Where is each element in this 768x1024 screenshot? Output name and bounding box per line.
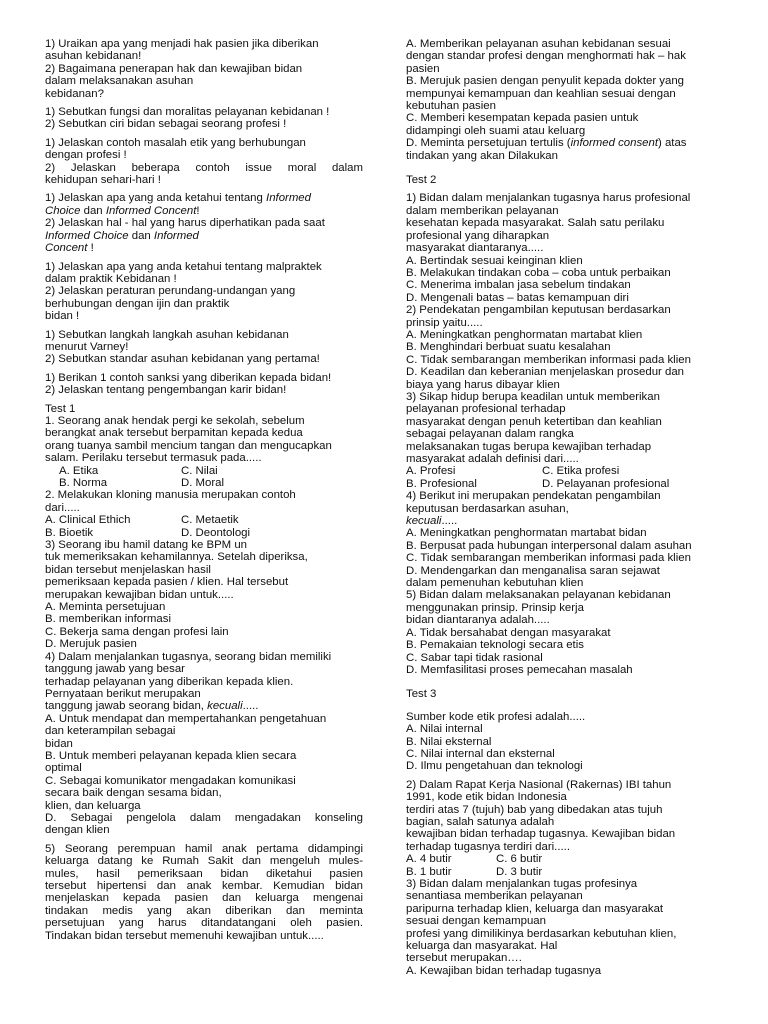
text-line: asuhan kebidanan!	[45, 50, 142, 63]
question-4	[45, 651, 363, 837]
option: B. Berpusat pada hubungan interpersonal dalam asuhan	[406, 539, 692, 552]
text-line: terhadap tugasnya terdiri dari.....	[406, 840, 570, 853]
essay-block-1	[45, 38, 363, 100]
text-line: bidan tersebut menjelaskan hasil	[45, 563, 211, 576]
option: D. Ilmu pengetahuan dan teknologi	[406, 760, 583, 773]
option: C. 6 butir	[496, 853, 543, 866]
text-line: sebagai pelayanan dalam rangka	[406, 428, 574, 441]
option: B. 1 butir	[406, 865, 452, 878]
option: C. Memberi kesempatan kepada pasien untuk	[406, 112, 639, 125]
text-line: tersebut hipertensi dan anak kembar. Kemudian bidan	[45, 880, 363, 892]
text-line: 1) Berikan 1 contoh sanksi yang diberikan kepada bidan!	[45, 371, 332, 384]
option: dan keterampilan sebagai	[45, 725, 176, 738]
option: C. Bekerja sama dengan profesi lain	[45, 625, 229, 638]
option: B. Menghindari berbuat suatu kesalahan	[406, 341, 611, 354]
text-line: tersebut merupakan….	[406, 952, 522, 965]
text-line: menggunakan prinsip. Prinsip kerja	[406, 601, 584, 614]
option: klien, dan keluarga	[45, 799, 141, 812]
text-line: 2) Sebutkan ciri bidan sebagai seorang profesi !	[45, 118, 287, 131]
option: A. Etika	[59, 464, 99, 477]
option-row	[406, 853, 726, 865]
essay-block-5	[45, 261, 363, 323]
question-3	[45, 539, 363, 651]
option: A. Bertindak sesuai keinginan klien	[406, 254, 583, 267]
essay-block-3	[45, 137, 363, 187]
text-line: keluarga dan masyarakat. Hal	[406, 940, 558, 953]
option: D. 3 butir	[496, 865, 543, 878]
text-line: Choice dan Informed Concent!	[45, 204, 200, 217]
option: C. Menerima imbalan jasa sebelum tindakan	[406, 279, 631, 292]
question-5	[45, 843, 363, 942]
text-line: profesi yang dimilikinya berdasarkan kebutuhan klien,	[406, 927, 677, 940]
text-line: kesehatan kepada masyarakat. Salah satu perilaku	[406, 217, 665, 230]
text-line: pelayanan profesional terhadap	[406, 403, 566, 416]
text-line: pemeriksaan kepada pasien / klien. Hal tersebut	[45, 576, 289, 589]
text-line: masyarakat diantaranya.....	[406, 242, 544, 255]
option: A. Meningkatkan penghormatan martabat bidan	[406, 527, 647, 540]
option: D. Deontologi	[181, 526, 251, 539]
option: A. Clinical Ethich	[45, 514, 131, 527]
text-line: 1) Jelaskan apa yang anda ketahui tentang malpraktek	[45, 260, 322, 273]
text-line: 1) Sebutkan fungsi dan moralitas pelayanan kebidanan !	[45, 106, 330, 119]
text-line: Sumber kode etik profesi adalah.....	[406, 710, 586, 723]
question-1	[45, 415, 363, 489]
test-1-heading: Test 1	[45, 402, 76, 415]
text-line: 2. Melakukan kloning manusia merupakan contoh	[45, 489, 296, 502]
option: A. Memberikan pelayanan asuhan kebidanan sesuai	[406, 38, 671, 50]
text-line: kecuali.....	[406, 515, 458, 528]
text-line: dari.....	[45, 501, 80, 514]
text-line: 3) Sikap hidup berupa keadilan untuk memberikan	[406, 390, 660, 403]
text-line: 2) Sebutkan standar asuhan kebidanan yang pertama!	[45, 353, 320, 366]
text-line: tanggung jawab yang besar	[45, 663, 185, 676]
text-line: dengan profesi !	[45, 149, 127, 162]
text-line: mules, hasil pemeriksaan bidan diketahui pasien	[45, 867, 363, 880]
text-line: kewajiban bidan terhadap tugasnya. Kewajiban bidan	[406, 828, 676, 841]
text-line: kebidanan?	[45, 87, 104, 100]
option: dengan klien	[45, 824, 110, 837]
text-line: tanggung jawab seorang bidan, kecuali.....	[45, 700, 259, 713]
option: dalam pemenuhan kebutuhan klien	[406, 577, 584, 590]
option: A. Tidak bersahabat dengan masyarakat	[406, 626, 611, 639]
option: B. Merujuk pasien dengan penyulit kepada dokter yang	[406, 75, 684, 88]
text-line: 2) Bagaimana penerapan hak dan kewajiban bidan	[45, 62, 303, 75]
text-line: Pernyataan berikut merupakan	[45, 687, 201, 700]
option: B. memberikan informasi	[45, 613, 171, 626]
option: dengan standar profesi dengan menghormati hak – hak	[406, 50, 686, 63]
option: C. Tidak sembarangan memberikan informasi pada klien	[406, 353, 691, 366]
option: C. Sabar tapi tidak rasional	[406, 651, 543, 664]
option: A. Untuk mendapat dan mempertahankan pengetahuan	[45, 712, 327, 725]
option: B. Profesional	[406, 477, 477, 490]
text-line: 2) Jelaskan beberapa contoh issue moral dalam	[45, 161, 363, 174]
test-2-question-3	[406, 391, 726, 490]
option: optimal	[45, 762, 82, 775]
text-line: Informed Choice dan Informed	[45, 229, 199, 242]
option: C. Tidak sembarangan memberikan informasi pada klien	[406, 552, 691, 565]
option: D. Meminta persetujuan tertulis (informed consent) atas	[406, 137, 687, 150]
text-line: prinsip yaitu.....	[406, 316, 483, 329]
option: tindakan yang akan Dilakukan	[406, 149, 558, 162]
text-line: 3) Seorang ibu hamil datang ke BPM un	[45, 539, 247, 552]
option: biaya yang harus dibayar klien	[406, 378, 560, 391]
option: D. Keadilan dan keberanian menjelaskan prosedur dan	[406, 366, 684, 379]
text-line: masyarakat dengan penuh ketertiban dan keahlian	[406, 415, 662, 428]
option: C. Sebagai komunikator mengadakan komunikasi	[45, 774, 296, 787]
test-2-question-2	[406, 304, 726, 391]
option: A. Kewajiban bidan terhadap tugasnya	[406, 964, 602, 977]
option: pasien	[406, 62, 440, 75]
text-line: 1) Sebutkan langkah langkah asuhan kebidanan	[45, 328, 289, 341]
text-line: bagian, salah satunya adalah	[406, 815, 555, 828]
option: secara baik dengan sesama bidan,	[45, 787, 222, 800]
option: C. Nilai	[181, 464, 218, 477]
option-row	[406, 478, 726, 490]
text-line: melaksanakan tugas berupa kewajiban terhadap	[406, 440, 652, 453]
option: B. Nilai eksternal	[406, 735, 492, 748]
option: D. Moral	[181, 477, 225, 489]
text-line: 4) Berikut ini merupakan pendekatan pengambilan	[406, 490, 661, 503]
text-line: merupakan kewajiban bidan untuk.....	[45, 588, 234, 601]
text-line: keluarga datang ke Rumah Sakit dan mengeluh mules-	[45, 855, 363, 868]
text-line: 1) Jelaskan contoh masalah etik yang berhubungan	[45, 136, 306, 149]
essay-block-2	[45, 106, 363, 131]
text-line: 1991, kode etik bidan Indonesia	[406, 791, 567, 804]
text-line: 2) Jelaskan peraturan perundang-undangan yang	[45, 285, 296, 298]
option-row	[45, 465, 363, 477]
option-row	[45, 514, 363, 526]
text-line: persetujuan yang harus ditandatangani oleh pasien.	[45, 917, 363, 930]
text-line: berangkat anak tersebut berpamitan kepada kedua	[45, 427, 303, 440]
option: mempunyai kemampuan dan keahlian sesuai dengan	[406, 87, 676, 100]
option-row	[45, 527, 363, 539]
option-row	[406, 465, 726, 477]
text-line: 5) Bidan dalam melaksanakan pelayanan kebidanan	[406, 589, 671, 602]
option: D. Mendengarkan dan menganalisa saran sejawat	[406, 564, 660, 577]
text-line: bidan diantaranya adalah.....	[406, 614, 550, 627]
left-column	[45, 38, 363, 942]
essay-block-7	[45, 372, 363, 397]
test-3-question-3	[406, 878, 726, 977]
option: A. Profesi	[406, 465, 456, 478]
test-3-question-1	[406, 711, 726, 773]
text-line: dalam melaksanakan asuhan	[45, 75, 194, 88]
option: C. Etika profesi	[542, 465, 620, 478]
text-line: Concent !	[45, 242, 94, 255]
text-line: kehidupan sehari-hari !	[45, 174, 161, 187]
option: didampingi oleh suami atau keluarg	[406, 124, 586, 137]
text-line: 2) Jelaskan tentang pengembangan karir bidan!	[45, 384, 287, 397]
text-line: orang tuanya sambil mencium tangan dan mengucapkan	[45, 439, 332, 452]
option: B. Pemakaian teknologi secara etis	[406, 639, 584, 652]
text-line: 3) Bidan dalam menjalankan tugas profesinya	[406, 878, 638, 890]
text-line: paripurna terhadap klien, keluarga dan masyarakat	[406, 902, 664, 915]
option: D. Merujuk pasien	[45, 638, 137, 651]
text-line: berhubungan dengan ijin dan praktik	[45, 297, 230, 310]
option: bidan	[45, 737, 73, 750]
text-line: 5) Seorang perempuan hamil anak pertama didampingi	[45, 842, 363, 855]
text-line: terdiri atas 7 (tujuh) bab yang dibedakan atas tujuh	[406, 803, 663, 816]
text-line: 1) Bidan dalam menjalankan tugasnya harus profesional	[406, 192, 691, 205]
option: A. Nilai internal	[406, 723, 483, 736]
option-row	[406, 866, 726, 878]
text-line: dalam praktik Kebidanan !	[45, 272, 177, 285]
option: D. Mengenali batas – batas kemampuan diri	[406, 291, 629, 304]
test-2-question-4	[406, 490, 726, 589]
option: A. Meningkatkan penghormatan martabat klien	[406, 328, 643, 341]
text-line: 1) Jelaskan apa yang anda ketahui tentang Informed	[45, 192, 311, 205]
text-line: 1) Uraikan apa yang menjadi hak pasien jika diberikan	[45, 38, 319, 50]
right-column	[406, 38, 726, 977]
essay-block-4	[45, 192, 363, 254]
test-2-question-1	[406, 192, 726, 304]
text-line: 2) Dalam Rapat Kerja Nasional (Rakernas) IBI tahun	[406, 778, 672, 791]
text-line: salam. Perilaku tersebut termasuk pada.....	[45, 452, 262, 465]
text-line: Tindakan bidan tersebut memenuhi kewajiban untuk.....	[45, 929, 324, 942]
option: B. Melakukan tindakan coba – coba untuk perbaikan	[406, 266, 671, 279]
test-2-heading: Test 2	[406, 174, 437, 187]
text-line: tuk memeriksakan kehamilannya. Setelah diperiksa,	[45, 551, 308, 564]
text-line: 2) Pendekatan pengambilan keputusan berdasarkan	[406, 304, 671, 317]
option: B. Bioetik	[45, 526, 94, 539]
test-3-question-2	[406, 779, 726, 878]
option-row	[45, 477, 363, 489]
text-line: 1. Seorang anak hendak pergi ke sekolah, sebelum	[45, 414, 305, 427]
option: C. Nilai internal dan eksternal	[406, 747, 555, 760]
text-line: bidan !	[45, 310, 80, 323]
text-line: 4) Dalam menjalankan tugasnya, seorang bidan memiliki	[45, 650, 332, 663]
text-line: terhadap pelayanan yang diberikan kepada klien.	[45, 675, 294, 688]
essay-block-6	[45, 329, 363, 366]
text-line: dalam memberikan pelayanan	[406, 204, 559, 217]
option: D. Pelayanan profesional	[542, 477, 670, 490]
text-line: profesional yang diharapkan	[406, 229, 550, 242]
option: B. Untuk memberi pelayanan kepada klien secara	[45, 749, 297, 762]
option: A. Meminta persetujuan	[45, 601, 166, 614]
option: C. Metaetik	[181, 514, 239, 527]
text-line: tindakan medis yang akan diberikan dan meminta	[45, 904, 363, 917]
text-line: 2) Jelaskan hal - hal yang harus diperhatikan pada saat	[45, 217, 325, 230]
text-line: menurut Varney!	[45, 340, 129, 353]
option: kebutuhan pasien	[406, 100, 496, 113]
option: D. Memfasilitasi proses pemecahan masalah	[406, 663, 633, 676]
option: A. 4 butir	[406, 853, 452, 866]
option: B. Norma	[59, 477, 108, 489]
question-5-options	[406, 38, 726, 162]
question-2	[45, 489, 363, 539]
text-line: menjelaskan kepada pasien dan keluarga mengenai	[45, 892, 363, 905]
test-3-heading: Test 3	[406, 688, 437, 701]
text-line: masyarakat adalah definisi dari.....	[406, 453, 579, 465]
text-line: keputusan berdasarkan asuhan,	[406, 502, 569, 515]
option: D. Sebagai pengelola dalam mengadakan konseling	[45, 811, 363, 824]
text-line: sesuai dengan kemampuan	[406, 915, 546, 928]
text-line: senantiasa memberikan pelayanan	[406, 890, 583, 903]
test-2-question-5	[406, 589, 726, 676]
